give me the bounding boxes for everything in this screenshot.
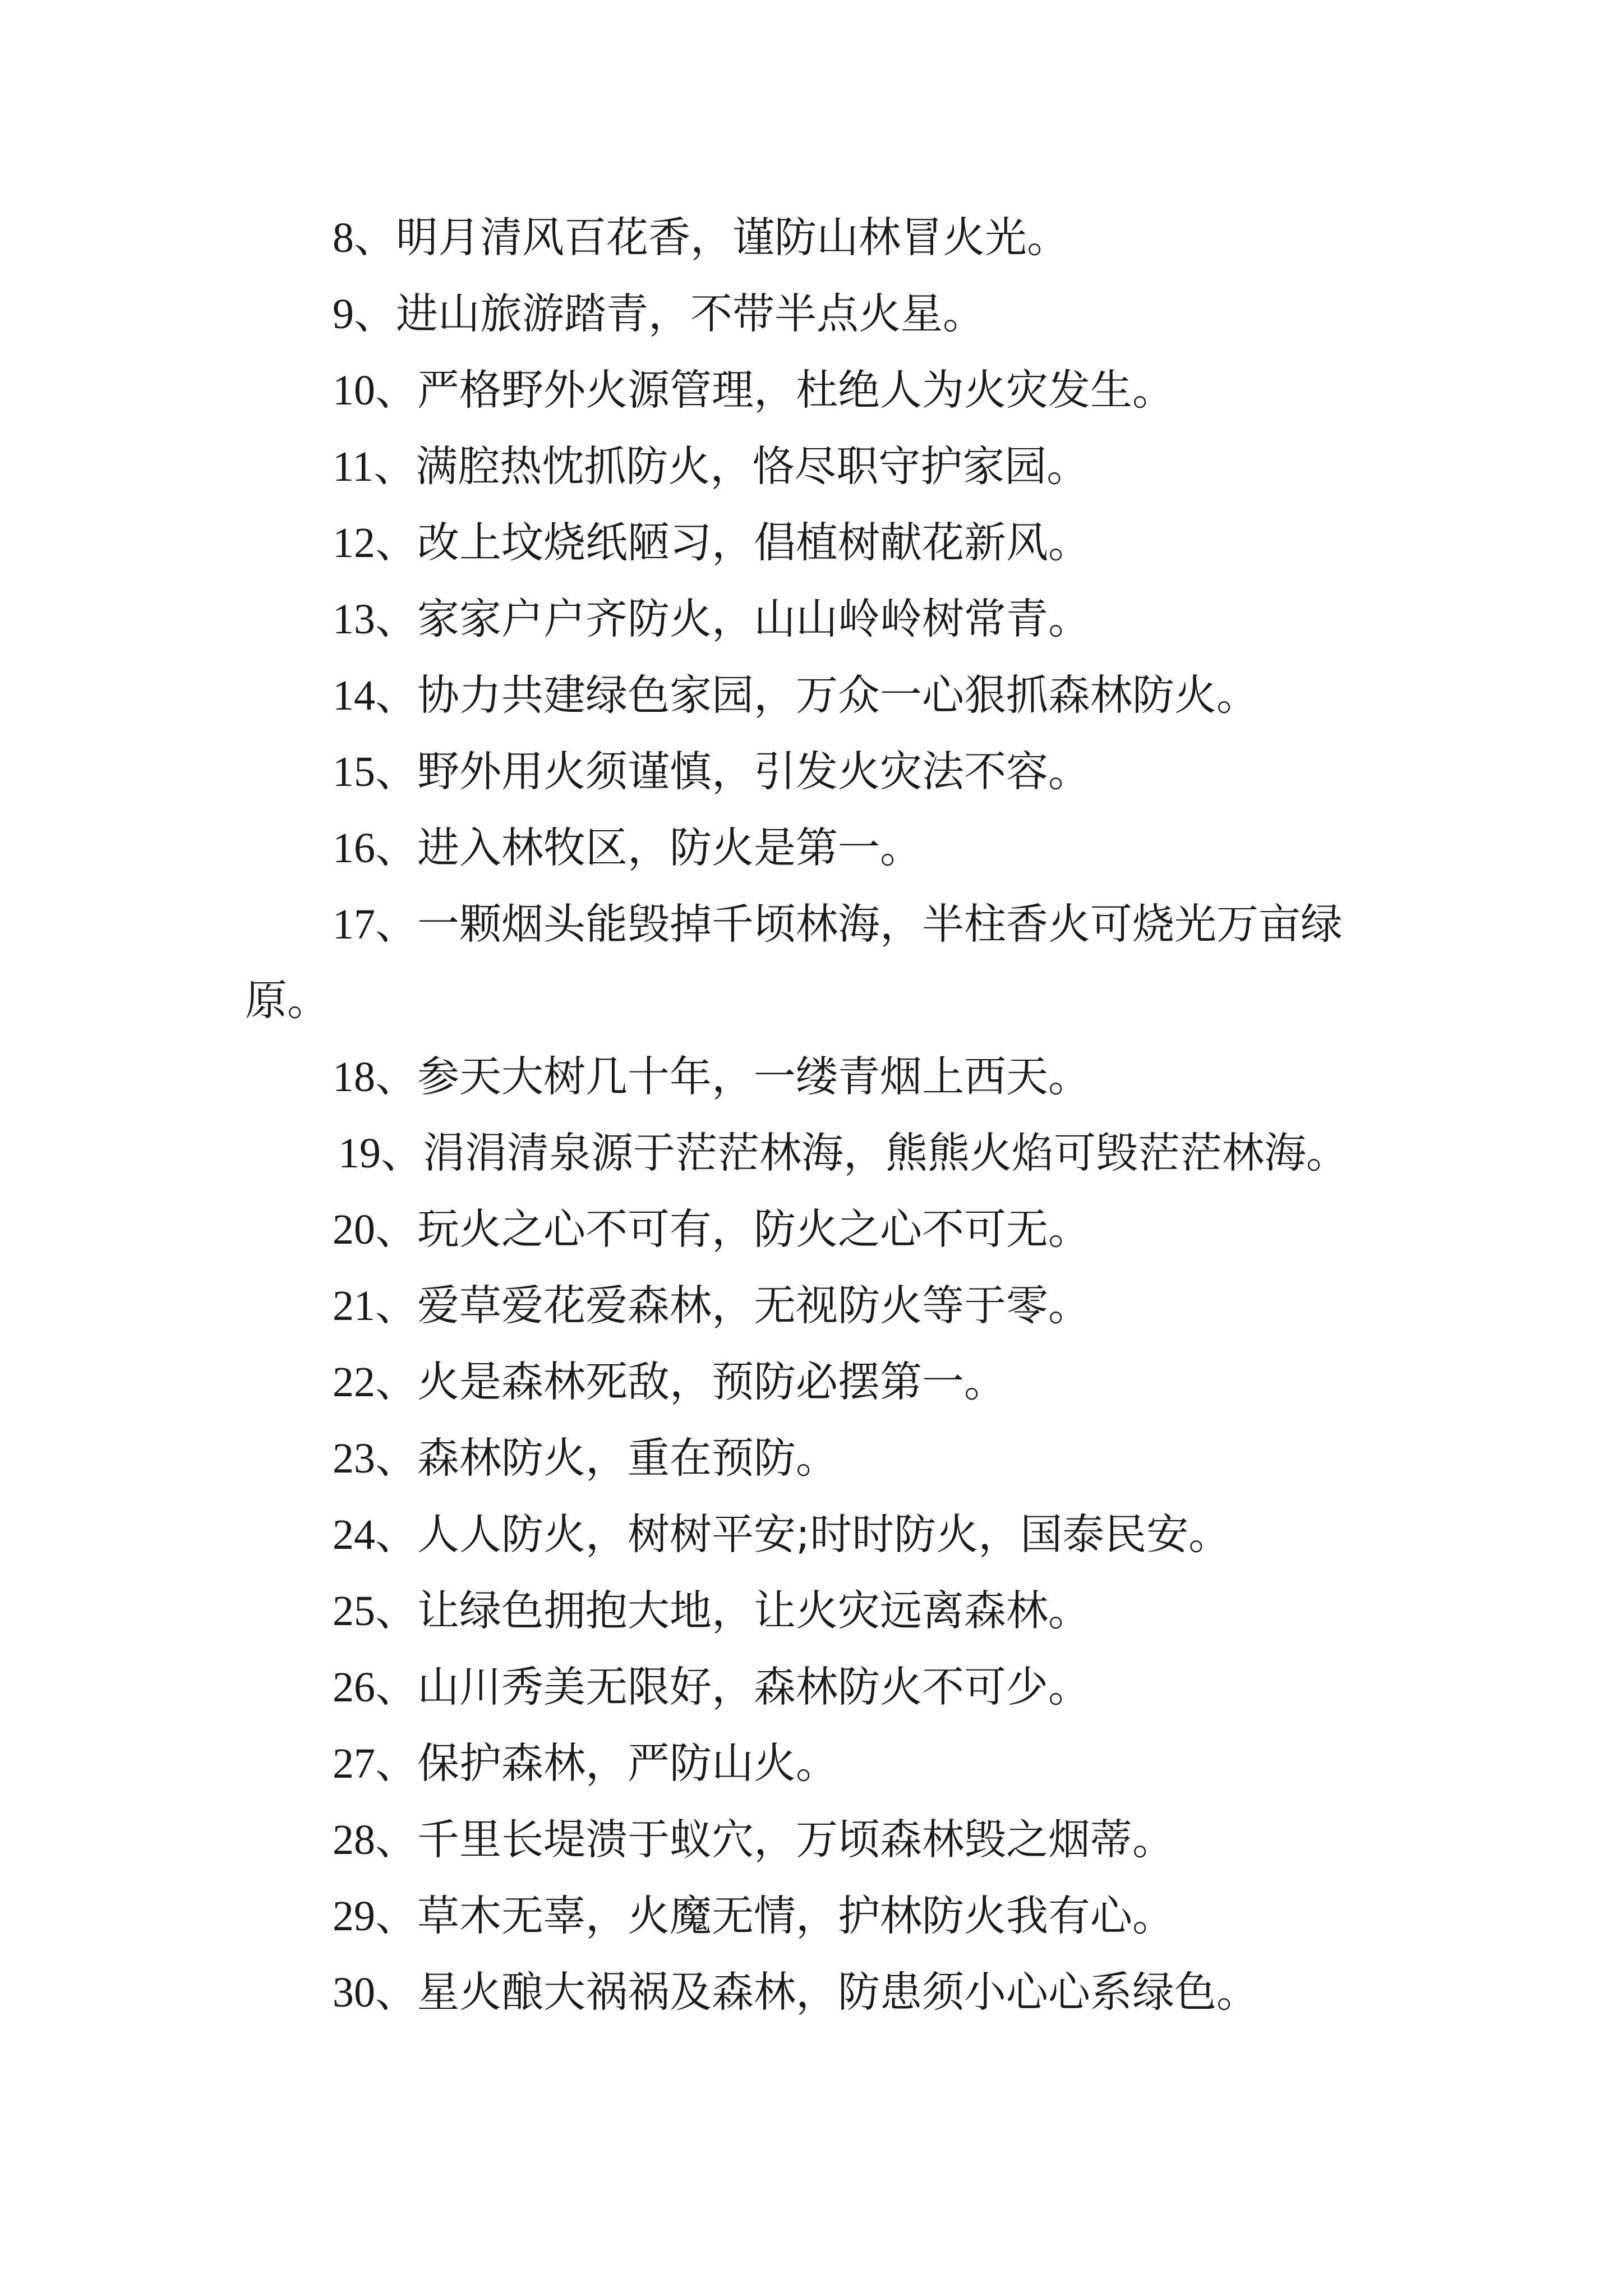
- item-separator: 、: [375, 1510, 418, 1559]
- item-text: 人人防火，树树平安;时时防火，国泰民安。: [417, 1510, 1231, 1559]
- item-text: 进入林牧区，防火是第一。: [417, 823, 923, 872]
- item-separator: 、: [375, 518, 418, 567]
- item-separator: 、: [375, 1586, 418, 1635]
- item-number: 9: [333, 291, 354, 338]
- item-separator: 、: [354, 289, 396, 338]
- list-item: [245, 1725, 1440, 1801]
- item-text: 明月清风百花香，谨防山林冒火光。: [396, 213, 1069, 262]
- item-separator: 、: [374, 441, 416, 491]
- item-number: 8: [333, 214, 354, 261]
- list-item: [245, 1954, 1440, 2030]
- item-text: 涓涓清泉源于茫茫林海，熊熊火焰可毁茫茫林海。: [423, 1128, 1349, 1177]
- item-text: 家家户户齐防火，山山岭岭树常青。: [417, 594, 1091, 643]
- item-number: 11: [333, 443, 374, 490]
- item-text: 星火酿大祸祸及森林，防患须小心心系绿色。: [417, 1967, 1259, 2017]
- item-number: 14: [333, 672, 375, 719]
- list-item: [245, 657, 1440, 733]
- item-number: 22: [333, 1359, 375, 1406]
- list-item: [245, 1572, 1440, 1649]
- item-text: 进山旅游踏青，不带半点火星。: [396, 289, 985, 338]
- item-separator: 、: [375, 1662, 418, 1711]
- item-text: 协力共建绿色家园，万众一心狠抓森林防火。: [417, 670, 1259, 720]
- item-text: 山川秀美无限好，森林防火不可少。: [417, 1662, 1091, 1711]
- list-item: [245, 275, 1440, 352]
- list-item: [245, 1343, 1440, 1420]
- item-text: 森林防火，重在预防。: [417, 1433, 838, 1483]
- item-separator: 、: [375, 594, 418, 643]
- list-item: [245, 733, 1440, 809]
- item-separator: 、: [375, 1204, 418, 1254]
- list-item: [245, 1191, 1440, 1267]
- item-number: 18: [333, 1053, 375, 1101]
- item-number: 16: [333, 825, 375, 872]
- list-item: [245, 1420, 1440, 1496]
- item-separator: 、: [375, 1891, 418, 1940]
- item-number: 26: [333, 1664, 375, 1711]
- item-separator: 、: [375, 1738, 418, 1788]
- item-number: 20: [333, 1206, 375, 1253]
- list-item: [245, 1496, 1440, 1572]
- item-separator: 、: [375, 1815, 418, 1864]
- item-number: 24: [333, 1511, 375, 1558]
- list-item: [245, 428, 1440, 504]
- list-item: [245, 1801, 1440, 1878]
- item-number: 15: [333, 748, 375, 795]
- item-text: 保护森林，严防山火。: [417, 1738, 838, 1788]
- item-text: 满腔热忱抓防火，恪尽职守护家园。: [416, 441, 1089, 491]
- item-separator: 、: [375, 670, 418, 720]
- list-item: [245, 504, 1440, 581]
- item-number: 19: [338, 1130, 381, 1177]
- item-number: 21: [333, 1282, 375, 1329]
- item-text: 一颗烟头能毁掉千顷林海，半柱香火可烧光万亩绿: [417, 899, 1343, 949]
- item-number: 13: [333, 596, 375, 643]
- item-number: 27: [333, 1740, 375, 1787]
- item-separator: 、: [375, 1433, 418, 1483]
- item-separator: 、: [375, 899, 418, 949]
- item-number: 30: [333, 1969, 375, 2016]
- item-number: 12: [333, 519, 375, 567]
- item-text: 让绿色拥抱大地，让火灾远离森林。: [417, 1586, 1091, 1635]
- item-separator: 、: [375, 1281, 418, 1330]
- item-text: 原。: [245, 976, 330, 1025]
- list-item: [245, 809, 1440, 886]
- item-separator: 、: [375, 1052, 418, 1101]
- list-item: [245, 581, 1440, 657]
- item-separator: 、: [375, 823, 418, 872]
- item-separator: 、: [375, 1357, 418, 1406]
- list-item: [245, 1267, 1440, 1343]
- item-text: 草木无辜，火魔无情，护林防火我有心。: [417, 1891, 1175, 1940]
- list-item: [245, 199, 1440, 275]
- slogan-list: [245, 199, 1440, 2106]
- item-number: 28: [333, 1816, 375, 1864]
- list-item: [245, 1115, 1440, 1191]
- item-text: 改上坟烧纸陋习，倡植树献花新风。: [417, 518, 1091, 567]
- item-text: 千里长堤溃于蚁穴，万顷森林毁之烟蒂。: [417, 1815, 1175, 1864]
- list-item: [245, 1038, 1440, 1115]
- item-separator: 、: [375, 747, 418, 796]
- item-separator: 、: [354, 213, 396, 262]
- item-separator: 、: [381, 1128, 423, 1177]
- item-number: 23: [333, 1435, 375, 1482]
- item-number: 17: [333, 901, 375, 948]
- list-item-continuation: [245, 962, 1440, 1038]
- list-item: [245, 1878, 1440, 1954]
- item-text: 爱草爱花爱森林，无视防火等于零。: [417, 1281, 1091, 1330]
- list-item: [245, 1649, 1440, 1725]
- list-item: [245, 2030, 1440, 2106]
- list-item: [245, 886, 1440, 962]
- item-number: 10: [333, 367, 375, 414]
- item-separator: 、: [375, 365, 418, 415]
- item-number: 29: [333, 1893, 375, 1940]
- item-separator: 、: [375, 1967, 418, 2017]
- item-text: 火是森林死敌，预防必摆第一。: [417, 1357, 1007, 1406]
- list-item: [245, 352, 1440, 428]
- item-text: 野外用火须谨慎，引发火灾法不容。: [417, 747, 1091, 796]
- item-number: 25: [333, 1588, 375, 1635]
- item-text: 参天大树几十年，一缕青烟上西天。: [417, 1052, 1091, 1101]
- item-text: 玩火之心不可有，防火之心不可无。: [417, 1204, 1091, 1254]
- item-text: 严格野外火源管理，杜绝人为火灾发生。: [417, 365, 1175, 415]
